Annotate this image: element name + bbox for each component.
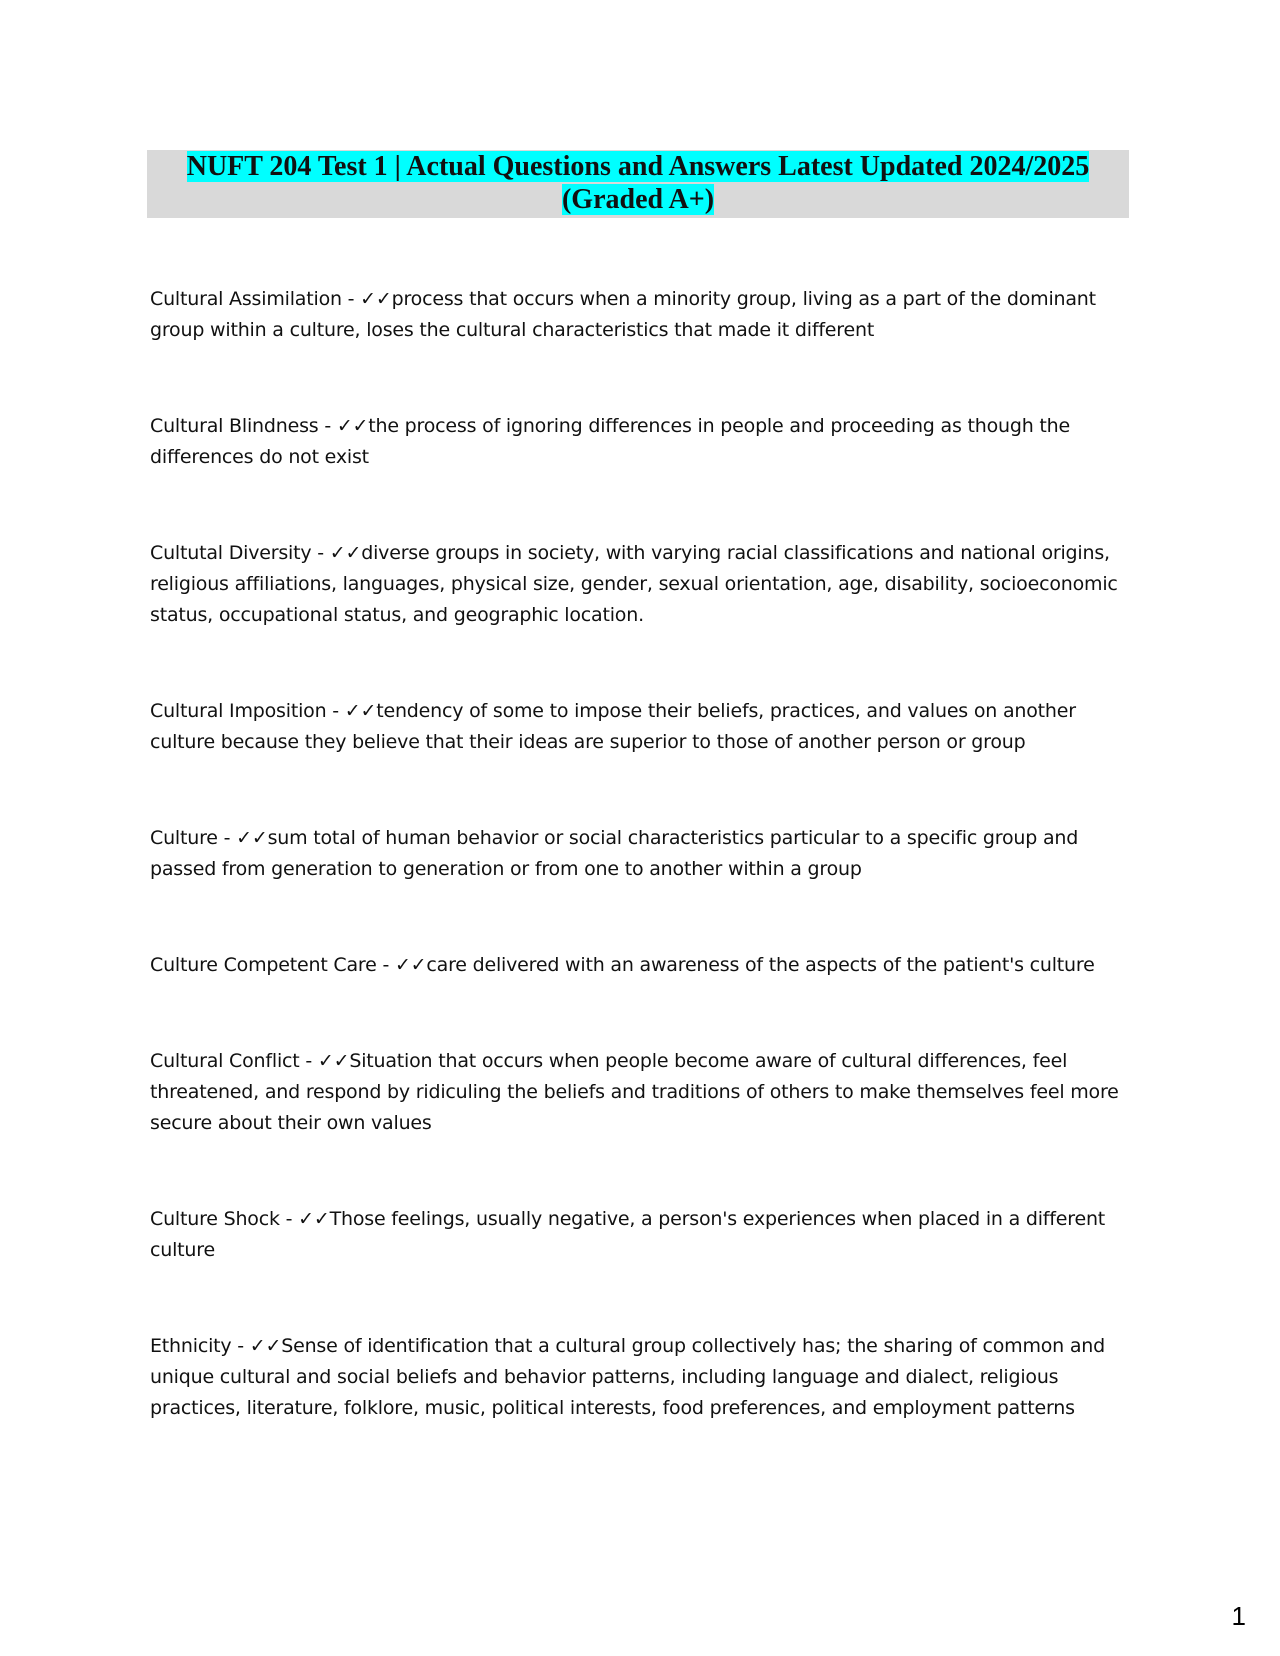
glossary-entry: [150, 284, 1140, 346]
title-highlight-2: (Graded A+): [561, 184, 715, 215]
entry-definition: Sense of identification that a cultural group collectively has; the sharing of common and unique cultural and social beliefs and behavior patterns, including language and dialect, religious practices, literature, folklore, music, political interests, food preferences, and employment patterns: [150, 1335, 1106, 1419]
title-banner: [147, 150, 1129, 218]
glossary-entry: [150, 1204, 1140, 1266]
entry-term: Cultural Imposition -: [150, 700, 345, 722]
check-icon: ✓✓: [249, 1335, 282, 1357]
glossary-entry: [150, 823, 1140, 885]
glossary-entry: [150, 1046, 1140, 1139]
entry-definition: Situation that occurs when people become aware of cultural differences, feel threatened, and respond by ridiculing the beliefs and traditions of others to make themselves feel more secure about their own values: [150, 1050, 1119, 1134]
entry-term: Cultural Blindness -: [150, 415, 337, 437]
check-icon: ✓✓: [329, 542, 362, 564]
entry-definition: sum total of human behavior or social characteristics particular to a specific group and passed from generation to generation or from one to another within a group: [150, 827, 1079, 880]
entry-definition: diverse groups in society, with varying racial classifications and national origins, religious affiliations, languages, physical size, gender, sexual orientation, age, disability, socioeconomic status, occupational status, and geographic location.: [150, 542, 1118, 626]
check-icon: ✓✓: [344, 700, 377, 722]
check-icon: ✓✓: [336, 415, 369, 437]
check-icon: ✓✓: [360, 288, 392, 310]
title-highlight-1: NUFT 204 Test 1 | Actual Questions and Answers Latest Updated 2024/2025: [186, 151, 1090, 182]
glossary-entry: [150, 538, 1140, 631]
page-number: 1: [1231, 1601, 1246, 1631]
glossary-list: [150, 284, 1140, 1489]
entry-term: Culture -: [150, 827, 237, 849]
glossary-entry: [150, 1331, 1140, 1424]
title-line-1: [147, 150, 1129, 183]
check-icon: ✓✓: [236, 827, 268, 849]
entry-definition: Those feelings, usually negative, a person's experiences when placed in a different culture: [150, 1208, 1106, 1261]
entry-definition: process that occurs when a minority group, living as a part of the dominant group within a culture, loses the cultural characteristics that made it different: [150, 288, 1096, 341]
entry-term: Culture Shock -: [150, 1208, 299, 1230]
glossary-entry: [150, 950, 1140, 981]
check-icon: ✓✓: [317, 1050, 350, 1072]
glossary-entry: [150, 696, 1140, 758]
entry-term: Cultural Assimilation -: [150, 288, 361, 310]
glossary-entry: [150, 411, 1140, 473]
entry-term: Cultutal Diversity -: [150, 542, 330, 564]
entry-definition: tendency of some to impose their beliefs, practices, and values on another culture because they believe that their ideas are superior to those of another person or group: [150, 700, 1076, 753]
entry-term: Cultural Conflict -: [150, 1050, 318, 1072]
entry-term: Ethnicity -: [150, 1335, 250, 1357]
entry-definition: care delivered with an awareness of the aspects of the patient's culture: [426, 954, 1095, 976]
entry-term: Culture Competent Care -: [150, 954, 395, 976]
check-icon: ✓✓: [394, 954, 427, 976]
check-icon: ✓✓: [298, 1208, 330, 1230]
title-line-2: [147, 183, 1129, 216]
entry-definition: the process of ignoring differences in people and proceeding as though the differences do not exist: [150, 415, 1070, 468]
